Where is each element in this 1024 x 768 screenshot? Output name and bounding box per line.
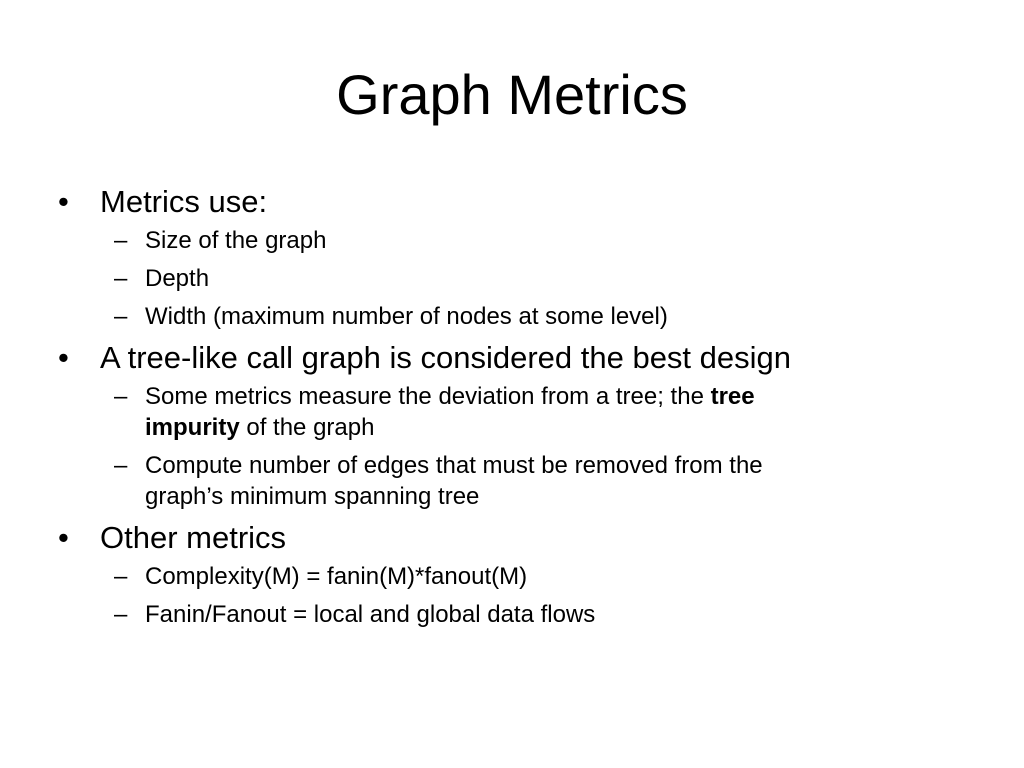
sub-item xyxy=(58,381,845,443)
sub-item-text: Size of the graph xyxy=(145,227,327,254)
bullet-text: Metrics use: xyxy=(100,184,268,219)
sub-item-text: Depth xyxy=(145,265,210,292)
dash-icon: – xyxy=(114,601,128,628)
sub-list xyxy=(58,225,918,332)
dash-icon: – xyxy=(114,265,128,292)
sub-list xyxy=(58,381,918,512)
sub-item xyxy=(58,599,845,630)
sub-item xyxy=(58,263,845,294)
bullet-text: A tree-like call graph is considered the best design xyxy=(100,340,792,375)
slide-title: Graph Metrics xyxy=(336,63,688,126)
sub-item xyxy=(58,450,845,512)
dash-icon: – xyxy=(114,563,128,590)
dash-icon: – xyxy=(114,303,128,330)
sub-item xyxy=(58,225,845,256)
sub-item-text-before: Some metrics measure the deviation from a tree; the xyxy=(145,383,711,410)
dash-icon: – xyxy=(114,452,128,479)
bullet-item xyxy=(58,339,918,377)
sub-item-text: Fanin/Fanout = local and global data flows xyxy=(145,601,596,628)
bullet-icon: • xyxy=(58,184,69,219)
bullet-item xyxy=(58,183,918,221)
bullet-icon: • xyxy=(58,520,69,555)
bullet-icon: • xyxy=(58,340,69,375)
sub-item-text: Complexity(M) = fanin(M)*fanout(M) xyxy=(145,563,528,590)
sub-item xyxy=(58,301,845,332)
bullet-text: Other metrics xyxy=(100,520,287,555)
dash-icon: – xyxy=(114,227,128,254)
sub-item xyxy=(58,561,845,592)
tree-impurity-term: tree impurity xyxy=(145,383,755,441)
sub-item-text: Compute number of edges that must be removed from the graph’s minimum spanning tree xyxy=(145,452,763,510)
sub-list xyxy=(58,561,918,630)
sub-item-text-after: of the graph xyxy=(239,414,375,441)
dash-icon: – xyxy=(114,383,128,410)
sub-item-text: Width (maximum number of nodes at some level) xyxy=(145,303,668,330)
slide-body xyxy=(58,183,918,637)
bullet-item xyxy=(58,519,918,557)
